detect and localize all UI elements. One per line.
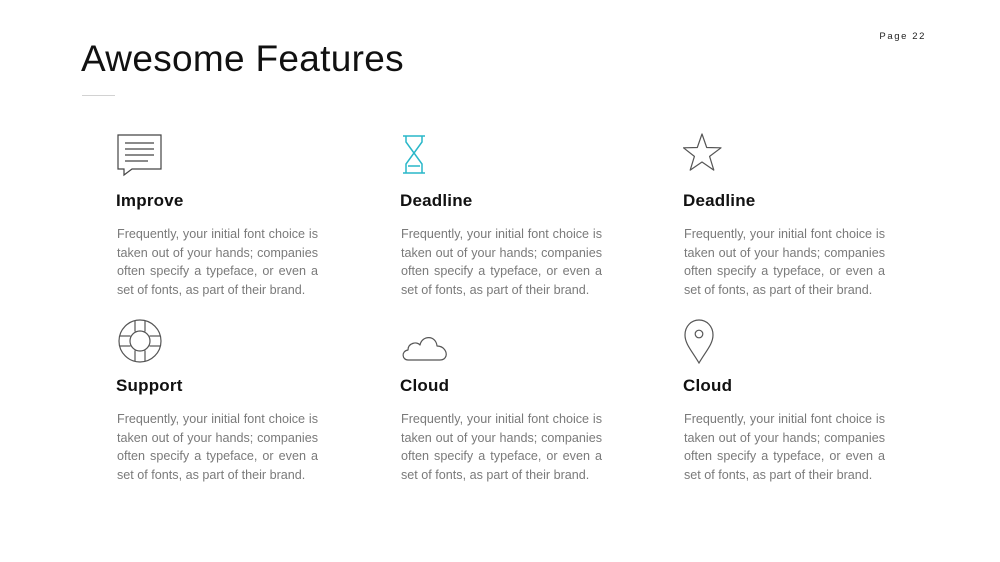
feature-heading: Cloud bbox=[683, 376, 733, 395]
star-icon bbox=[683, 133, 731, 177]
page-title: Awesome Features bbox=[81, 38, 404, 79]
title-underline bbox=[82, 95, 115, 96]
hourglass-icon bbox=[400, 133, 448, 177]
feature-heading: Improve bbox=[116, 191, 184, 210]
cloud-icon bbox=[400, 318, 448, 362]
page-number: Page 22 bbox=[879, 31, 926, 42]
feature-description: Frequently, your initial font choice is taken out of your hands; companies often specify a typeface, or even a set of fonts, as part of their brand. bbox=[117, 412, 318, 483]
chat-bubble-icon bbox=[116, 133, 164, 177]
feature-heading: Deadline bbox=[683, 191, 756, 210]
feature-description: Frequently, your initial font choice is taken out of your hands; companies often specify a typeface, or even a set of fonts, as part of their brand. bbox=[684, 412, 885, 483]
feature-description: Frequently, your initial font choice is taken out of your hands; companies often specify a typeface, or even a set of fonts, as part of their brand. bbox=[401, 227, 602, 298]
feature-heading: Cloud bbox=[400, 376, 450, 395]
feature-heading: Deadline bbox=[400, 191, 473, 210]
feature-description: Frequently, your initial font choice is taken out of your hands; companies often specify a typeface, or even a set of fonts, as part of their brand. bbox=[401, 412, 602, 483]
feature-heading: Support bbox=[116, 376, 183, 395]
feature-description: Frequently, your initial font choice is taken out of your hands; companies often specify a typeface, or even a set of fonts, as part of their brand. bbox=[117, 227, 318, 298]
map-pin-icon bbox=[683, 318, 731, 362]
feature-description: Frequently, your initial font choice is taken out of your hands; companies often specify a typeface, or even a set of fonts, as part of their brand. bbox=[684, 227, 885, 298]
lifebuoy-icon bbox=[116, 318, 164, 362]
